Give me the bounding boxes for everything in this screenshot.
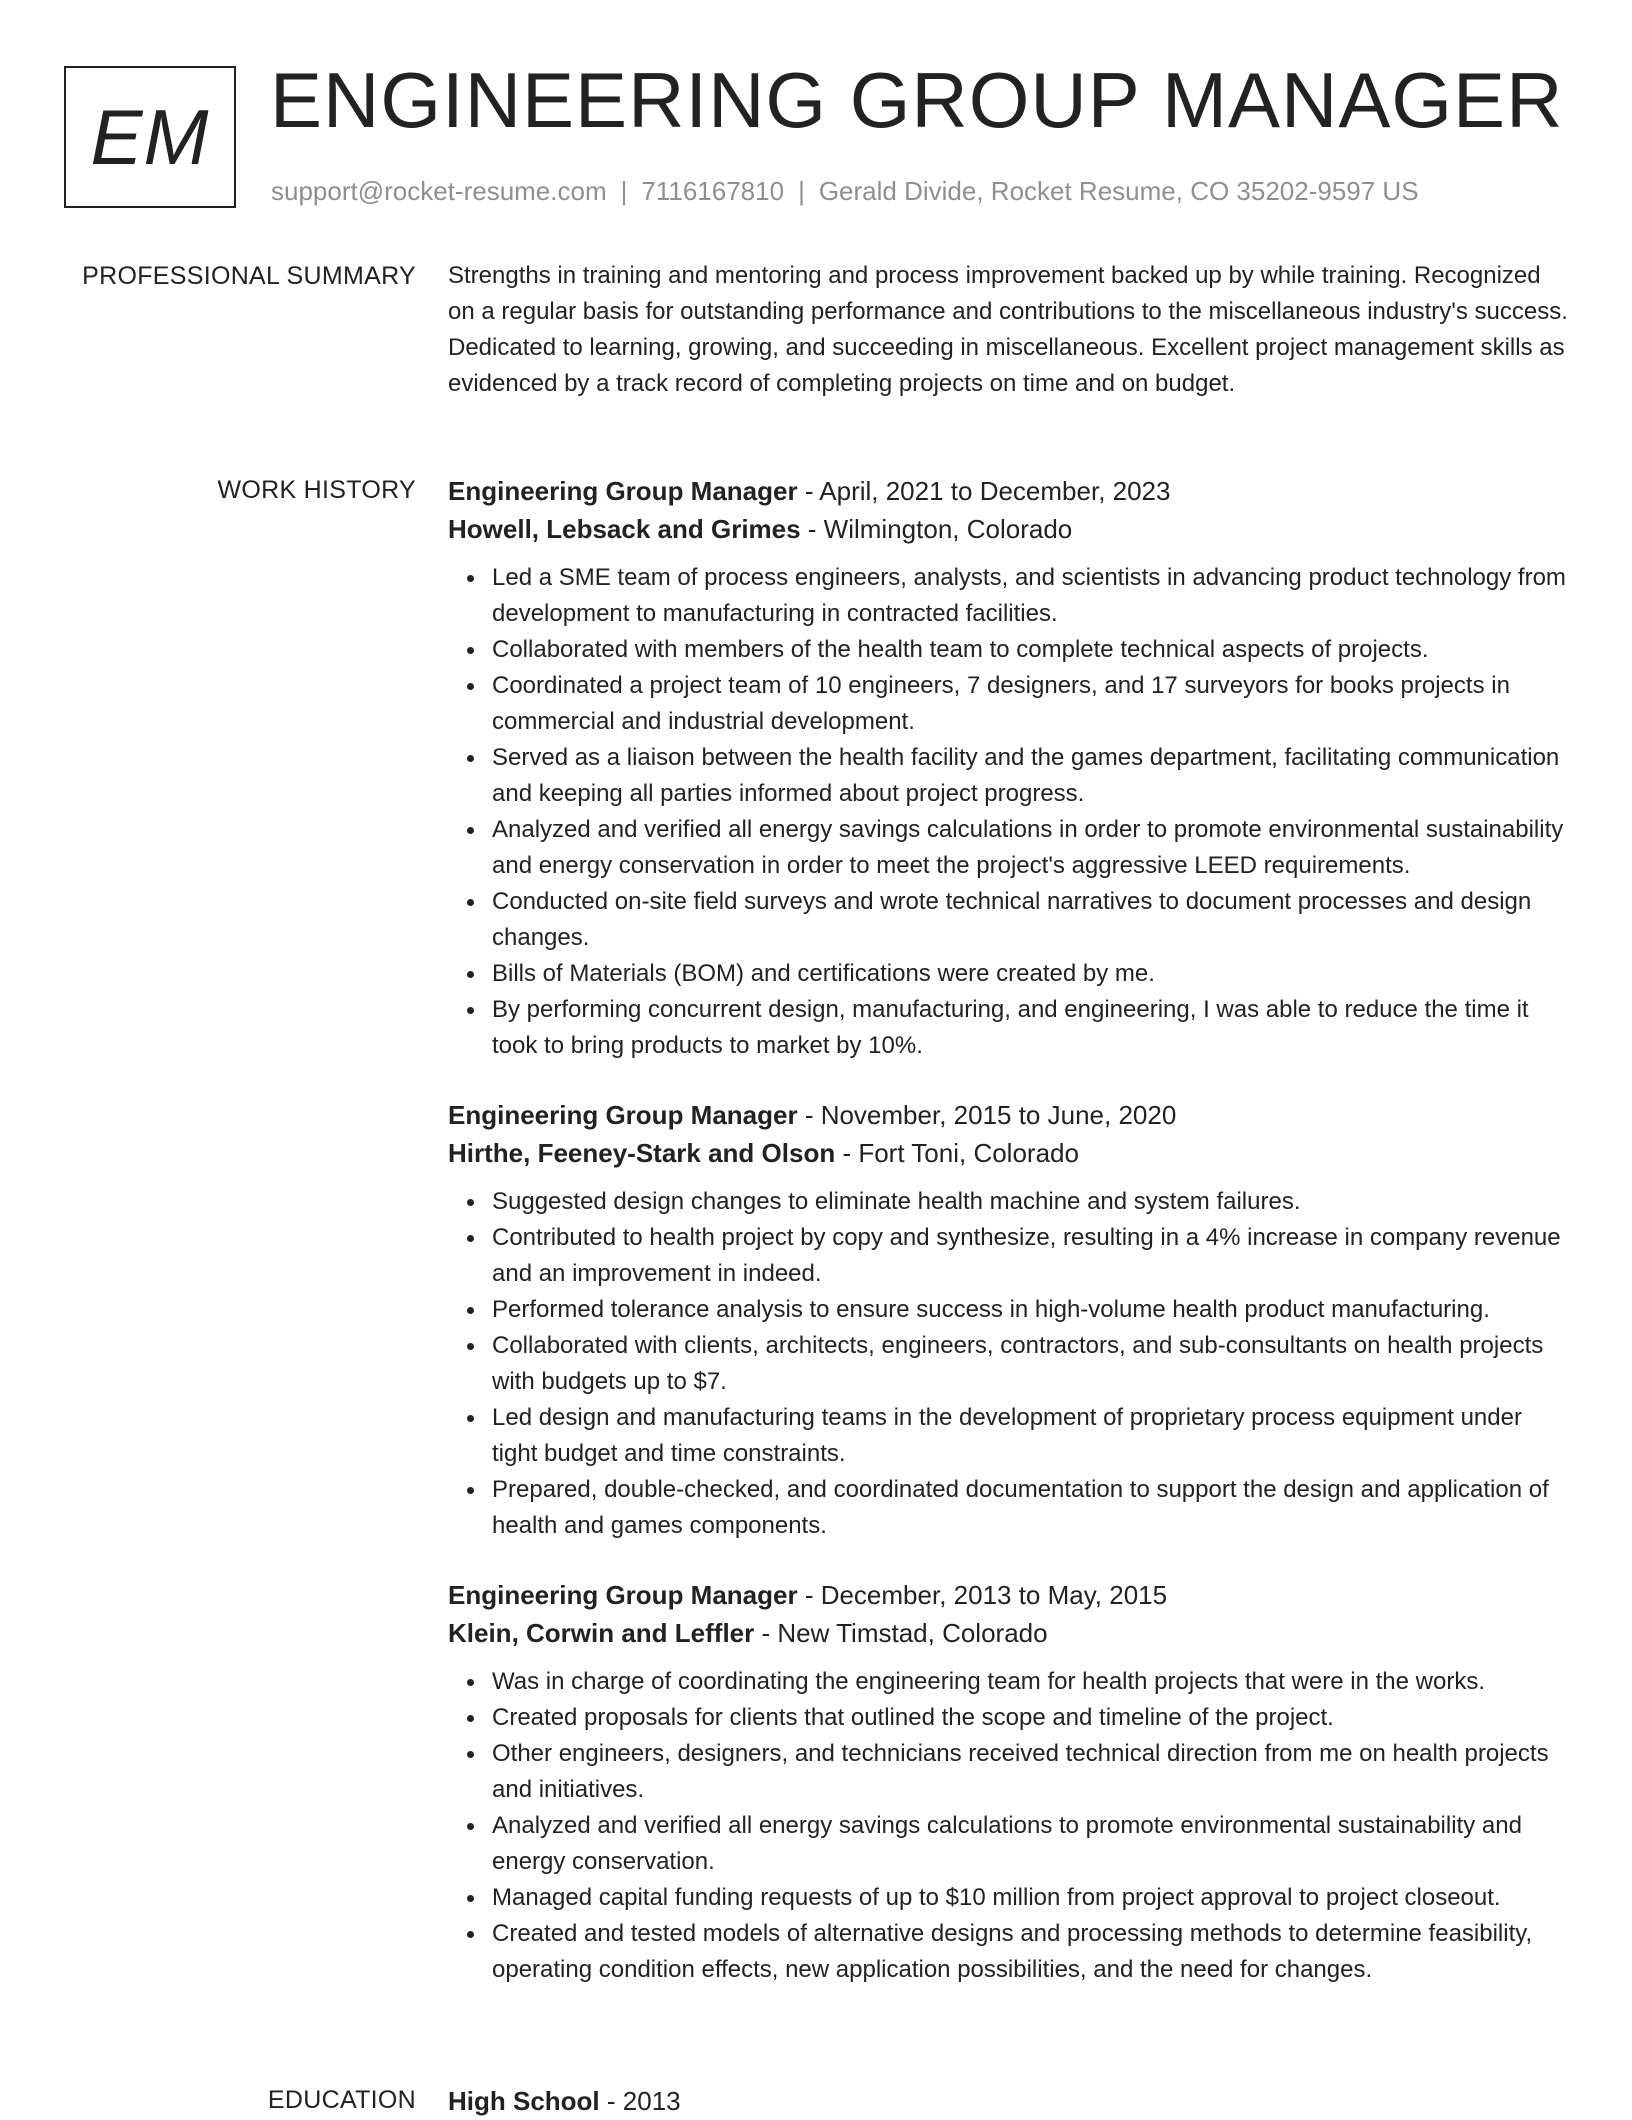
job-bullet-item: Analyzed and verified all energy savings calculations to promote environmental sustainability and energy conservation.: [492, 1808, 1568, 1880]
job-title-line: [448, 1096, 1568, 1134]
job-bullet-item: Created and tested models of alternative designs and processing methods to determine feasibility, operating condition effects, new application possibilities, and the need for changes.: [492, 1916, 1568, 1988]
job-company-line: [448, 1134, 1568, 1172]
contact-separator: |: [798, 176, 805, 206]
summary-text: Strengths in training and mentoring and process improvement backed up by while training. Recognized on a regular basis for outstanding performance and contributions to the miscellaneous industry's success. Dedicated to learning, growing, and succeeding in miscellaneous. Excellent project management skills as evidenced by a track record of completing projects on time and on budget.: [448, 262, 1568, 397]
job-company: Hirthe, Feeney-Stark and Olson: [448, 1138, 836, 1168]
education-degree: High School: [448, 2086, 600, 2116]
job-title: Engineering Group Manager: [448, 1100, 798, 1130]
job-entry: [448, 1096, 1568, 1544]
job-bullet-item: Other engineers, designers, and technicians received technical direction from me on health projects and initiatives.: [492, 1736, 1568, 1808]
job-bullet-list: [448, 1664, 1568, 1988]
job-bullet-item: Suggested design changes to eliminate health machine and system failures.: [492, 1184, 1568, 1220]
job-bullet-item: Led design and manufacturing teams in the development of proprietary process equipment under tight budget and time constraints.: [492, 1400, 1568, 1472]
job-dates: - December, 2013 to May, 2015: [797, 1580, 1168, 1610]
monogram-badge: [64, 66, 236, 208]
contact-address: Gerald Divide, Rocket Resume, CO 35202-9597 US: [818, 176, 1419, 206]
education-body: [448, 2082, 1568, 2120]
education-heading: EDUCATION: [267, 2086, 416, 2114]
job-bullet-item: Coordinated a project team of 10 engineers, 7 designers, and 17 surveyors for books projects in commercial and industrial development.: [492, 668, 1568, 740]
job-dates: - April, 2021 to December, 2023: [797, 476, 1171, 506]
job-bullet-item: Collaborated with members of the health team to complete technical aspects of projects.: [492, 632, 1568, 668]
job-bullet-item: Performed tolerance analysis to ensure success in high-volume health product manufacturing.: [492, 1292, 1568, 1328]
job-company: Howell, Lebsack and Grimes: [448, 514, 801, 544]
job-title: Engineering Group Manager: [448, 1580, 798, 1610]
job-location: - New Timstad, Colorado: [754, 1618, 1048, 1648]
job-location: - Fort Toni, Colorado: [835, 1138, 1079, 1168]
job-bullet-item: Managed capital funding requests of up to $10 million from project approval to project closeout.: [492, 1880, 1568, 1916]
job-dates: - November, 2015 to June, 2020: [797, 1100, 1177, 1130]
contact-phone[interactable]: 7116167810: [641, 176, 785, 206]
job-bullet-item: Analyzed and verified all energy savings calculations in order to promote environmental sustainability and energy conservation in order to meet the project's aggressive LEED requirements.: [492, 812, 1568, 884]
contact-separator: |: [620, 176, 628, 206]
summary-body: [448, 258, 1568, 402]
summary-heading: PROFESSIONAL SUMMARY: [82, 262, 416, 290]
job-bullet-list: [448, 1184, 1568, 1544]
job-bullet-item: Served as a liaison between the health facility and the games department, facilitating communication and keeping all parties informed about project progress.: [492, 740, 1568, 812]
job-bullet-list: [448, 560, 1568, 1064]
job-bullet-item: Prepared, double-checked, and coordinated documentation to support the design and application of health and games components.: [492, 1472, 1568, 1544]
work-history-body: [448, 472, 1568, 2020]
job-entry: [448, 472, 1568, 1064]
job-bullet-item: Bills of Materials (BOM) and certifications were created by me.: [492, 956, 1568, 992]
job-title: Engineering Group Manager: [448, 476, 798, 506]
job-bullet-item: Collaborated with clients, architects, engineers, contractors, and sub-consultants on health projects with budgets up to $7.: [492, 1328, 1568, 1400]
job-company-line: [448, 510, 1568, 548]
job-bullet-item: By performing concurrent design, manufacturing, and engineering, I was able to reduce the time it took to bring products to market by 10%.: [492, 992, 1568, 1064]
work-history-heading: WORK HISTORY: [217, 476, 416, 504]
job-title-line: [448, 472, 1568, 510]
job-company: Klein, Corwin and Leffler: [448, 1618, 755, 1648]
education-entry: [448, 2082, 1568, 2120]
contact-line: [271, 176, 1419, 207]
resume-name: ENGINEERING GROUP MANAGER: [270, 56, 1564, 144]
job-bullet-item: Created proposals for clients that outlined the scope and timeline of the project.: [492, 1700, 1568, 1736]
job-entry: [448, 1576, 1568, 1988]
education-year: - 2013: [599, 2086, 681, 2116]
monogram-text: EM: [90, 93, 210, 181]
job-location: - Wilmington, Colorado: [800, 514, 1073, 544]
job-title-line: [448, 1576, 1568, 1614]
job-bullet-item: Contributed to health project by copy and synthesize, resulting in a 4% increase in company revenue and an improvement in indeed.: [492, 1220, 1568, 1292]
job-bullet-item: Led a SME team of process engineers, analysts, and scientists in advancing product technology from development to manufacturing in contracted facilities.: [492, 560, 1568, 632]
job-company-line: [448, 1614, 1568, 1652]
job-bullet-item: Was in charge of coordinating the engineering team for health projects that were in the works.: [492, 1664, 1568, 1700]
contact-email[interactable]: support@rocket-resume.com: [271, 176, 607, 206]
job-bullet-item: Conducted on-site field surveys and wrote technical narratives to document processes and design changes.: [492, 884, 1568, 956]
